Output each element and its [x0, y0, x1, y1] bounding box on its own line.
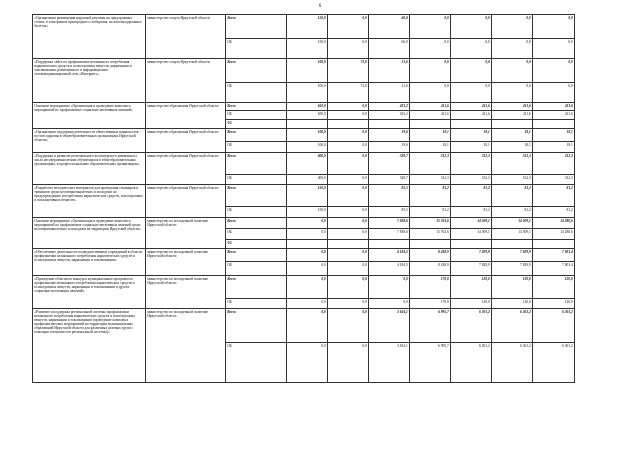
amount-cell: 0,0	[369, 276, 410, 299]
activity-name: «Обеспечение деятельности подведомственных учреждений в области профилактики незаконного потребления наркотических средств и психотропных веществ, наркомании и токсикомании»	[33, 249, 146, 276]
funding-source: Всего	[226, 185, 287, 207]
amount-cell: 0,0	[328, 262, 369, 276]
amount-cell: 60,0	[369, 39, 410, 59]
amount-cell: 312,3	[410, 153, 451, 175]
amount-cell: 6 301,2	[451, 309, 492, 343]
amount-cell: 120,0	[533, 299, 575, 309]
amount-cell: 6 995,7	[410, 343, 451, 383]
funding-source: ОБ	[226, 229, 287, 240]
amount-cell: 411,6	[451, 103, 492, 111]
table-row	[33, 276, 575, 299]
table-row	[33, 15, 575, 39]
amount-cell: 18,1	[410, 142, 451, 153]
amount-cell: 120,0	[451, 276, 492, 299]
activity-name: «Развитие и поддержка региональной системы профилактики незаконного потребления наркотических средств и психотропных веществ, наркомании и токсикомании (проведение комплекса профилактических мероприятий на территории муниципальных образований Иркутской области для различных целевых групп с помощью специалистов региональной системы)»	[33, 309, 146, 383]
amount-cell: 0,0	[451, 59, 492, 83]
amount-cell: 0,0	[533, 15, 575, 39]
amount-cell: 81,2	[451, 185, 492, 207]
amount-cell: 18,1	[451, 142, 492, 153]
amount-cell: 4 184,5	[369, 262, 410, 276]
amount-cell: 0,0	[287, 229, 328, 240]
amount-cell: 411,6	[533, 103, 575, 111]
table-row	[33, 59, 575, 83]
amount-cell: 328,7	[369, 175, 410, 185]
amount-cell: 170,0	[410, 299, 451, 309]
amount-cell: 100,0	[287, 129, 328, 142]
amount-cell	[533, 120, 575, 129]
table-row	[33, 309, 575, 343]
funding-source: ОБ	[226, 175, 287, 185]
table-row	[33, 153, 575, 175]
amount-cell: 85,5	[369, 185, 410, 207]
amount-cell: 21,6	[369, 83, 410, 103]
amount-cell: 85,5	[369, 207, 410, 218]
amount-cell: 150,0	[287, 185, 328, 207]
amount-cell: 18,1	[410, 129, 451, 142]
amount-cell: 14 509,1	[492, 218, 533, 229]
amount-cell: 0,0	[328, 39, 369, 59]
amount-cell: 3 654,1	[369, 343, 410, 383]
amount-cell: 120,0	[492, 276, 533, 299]
amount-cell: 7 829,9	[451, 249, 492, 262]
activity-name: «Поддержка и развитие регионального волонтерского движения из числа несовершеннолетних обучающихся в общеобразовательных организациях, в профессиональных образовательных организациях»	[33, 153, 146, 185]
amount-cell: 7 829,9	[492, 262, 533, 276]
amount-cell: 0,0	[328, 343, 369, 383]
amount-cell: 0,0	[328, 309, 369, 343]
table-row	[33, 249, 575, 262]
activity-name: «Организация размещения наружной рекламы на придорожных стенах, в электричках пригородного сообщения, на железнодорожных билетах»	[33, 15, 146, 59]
amount-cell: 60,0	[369, 15, 410, 39]
funding-source: Всего	[226, 59, 287, 83]
amount-cell: 433,2	[369, 103, 410, 111]
amount-cell: 0,0	[492, 83, 533, 103]
amount-cell	[328, 120, 369, 129]
amount-cell: 0,0	[492, 39, 533, 59]
amount-cell: 6 301,2	[451, 343, 492, 383]
amount-cell: 312,3	[492, 175, 533, 185]
amount-cell: 14 509,1	[451, 229, 492, 240]
executor-name: министерство по молодежной политике Иркутской области	[146, 276, 226, 309]
funding-source: Всего	[226, 309, 287, 343]
amount-cell: 433,2	[369, 111, 410, 120]
activity-name: «Разработка методических материалов для проведения семинаров и тренингов среди несовершеннолетних и молодежи по предупреждению употребления наркотических средств, психотропных и психоактивных веществ»	[33, 185, 146, 218]
amount-cell: 0,0	[328, 185, 369, 207]
amount-cell: 0,0	[287, 218, 328, 229]
amount-cell: 411,6	[492, 103, 533, 111]
amount-cell: 81,2	[492, 207, 533, 218]
amount-cell: 0,0	[369, 299, 410, 309]
funding-source: ОБ	[226, 262, 287, 276]
amount-cell: 14 280,6	[533, 218, 575, 229]
amount-cell	[369, 240, 410, 249]
amount-cell: 7 801,4	[533, 262, 575, 276]
amount-cell: 15 763,6	[410, 218, 451, 229]
executor-name: министерство образования Иркутской области	[146, 103, 226, 129]
amount-cell: 312,3	[533, 175, 575, 185]
amount-cell: 100,0	[287, 83, 328, 103]
amount-cell: 170,0	[410, 276, 451, 299]
amount-cell: 7 829,9	[451, 262, 492, 276]
amount-cell: 150,0	[287, 207, 328, 218]
budget-table	[32, 14, 575, 383]
amount-cell: 0,0	[328, 153, 369, 175]
amount-cell: 18,1	[492, 142, 533, 153]
amount-cell: 0,0	[328, 142, 369, 153]
amount-cell	[492, 120, 533, 129]
amount-cell: 0,0	[410, 39, 451, 59]
amount-cell: 0,0	[328, 276, 369, 299]
amount-cell: 6 301,2	[492, 343, 533, 383]
amount-cell: 4 184,5	[369, 249, 410, 262]
amount-cell: 81,2	[410, 207, 451, 218]
amount-cell: 411,6	[410, 111, 451, 120]
amount-cell: 81,2	[492, 185, 533, 207]
amount-cell: 18,1	[533, 129, 575, 142]
amount-cell: 7 838,6	[369, 229, 410, 240]
amount-cell: 0,0	[410, 83, 451, 103]
amount-cell: 19,6	[369, 129, 410, 142]
amount-cell: 72,0	[328, 59, 369, 83]
amount-cell: 650,0	[287, 103, 328, 111]
activity-name: «Организация поддержки деятельности общественных наркопостов - постов здоровья в общеобразовательных организациях Иркутской области»	[33, 129, 146, 153]
amount-cell	[451, 240, 492, 249]
executor-name: министерство образования Иркутской области	[146, 129, 226, 153]
funding-source: Всего	[226, 129, 287, 142]
amount-cell	[410, 240, 451, 249]
amount-cell: 0,0	[451, 39, 492, 59]
amount-cell: 0,0	[328, 15, 369, 39]
amount-cell: 0,0	[328, 207, 369, 218]
amount-cell	[533, 240, 575, 249]
funding-source: Всего	[226, 218, 287, 229]
amount-cell: 650,0	[287, 111, 328, 120]
amount-cell: 120,0	[451, 299, 492, 309]
amount-cell: 0,0	[328, 129, 369, 142]
funding-source: ОБ	[226, 343, 287, 383]
amount-cell: 411,6	[410, 103, 451, 111]
amount-cell	[410, 120, 451, 129]
amount-cell: 14 280,6	[533, 229, 575, 240]
amount-cell: 81,2	[533, 207, 575, 218]
amount-cell: 0,0	[328, 229, 369, 240]
amount-cell: 6 995,7	[410, 309, 451, 343]
amount-cell: 8 438,9	[410, 262, 451, 276]
amount-cell: 7 829,9	[492, 249, 533, 262]
amount-cell: 0,0	[328, 175, 369, 185]
funding-source: Всего	[226, 276, 287, 299]
executor-name: министерство спорта Иркутской области	[146, 59, 226, 103]
amount-cell: 6 301,2	[533, 343, 575, 383]
amount-cell	[328, 240, 369, 249]
activity-name: «Проведение областного конкурса муниципальных программ по профилактике незаконного потребления наркотических средств и психотропных веществ, наркомании и токсикомании и других социально-негативных явлений»	[33, 276, 146, 309]
amount-cell: 0,0	[410, 15, 451, 39]
table-row	[33, 103, 575, 111]
funding-source: ОБ	[226, 207, 287, 218]
amount-cell: 411,6	[492, 111, 533, 120]
amount-cell: 150,0	[287, 39, 328, 59]
amount-cell: 0,0	[328, 103, 369, 111]
amount-cell: 7 838,6	[369, 218, 410, 229]
amount-cell: 0,0	[492, 59, 533, 83]
funding-source: ФБ	[226, 120, 287, 129]
amount-cell: 6 301,2	[533, 309, 575, 343]
amount-cell: 312,3	[492, 153, 533, 175]
funding-source: ФБ	[226, 240, 287, 249]
funding-source: ОБ	[226, 39, 287, 59]
amount-cell: 0,0	[287, 276, 328, 299]
amount-cell: 0,0	[410, 59, 451, 83]
funding-source: ОБ	[226, 142, 287, 153]
amount-cell	[287, 120, 328, 129]
funding-source: Всего	[226, 153, 287, 175]
executor-name: министерство по молодежной политике Иркутской области	[146, 218, 226, 249]
amount-cell: 18,1	[492, 129, 533, 142]
executor-name: министерство по молодежной политике Иркутской области	[146, 309, 226, 383]
amount-cell: 312,3	[451, 175, 492, 185]
amount-cell: 100,0	[287, 59, 328, 83]
amount-cell: 0,0	[328, 111, 369, 120]
funding-source: ОБ	[226, 299, 287, 309]
table-row	[33, 218, 575, 229]
amount-cell	[451, 120, 492, 129]
table-row	[33, 129, 575, 142]
amount-cell	[492, 240, 533, 249]
amount-cell: 81,2	[451, 207, 492, 218]
amount-cell: 0,0	[533, 39, 575, 59]
amount-cell: 0,0	[328, 249, 369, 262]
executor-name: министерство спорта Иркутской области	[146, 15, 226, 59]
amount-cell: 0,0	[533, 83, 575, 103]
amount-cell: 3 654,1	[369, 309, 410, 343]
funding-source: ОБ	[226, 83, 287, 103]
activity-name: «Поддержка сайта по профилактике незаконного потребления наркотических средств и психотропных веществ, наркомании и токсикомании, размещенного в информационно-телекоммуникационной сети «Интернет»»	[33, 59, 146, 103]
amount-cell: 0,0	[328, 299, 369, 309]
amount-cell	[369, 120, 410, 129]
amount-cell: 150,0	[287, 15, 328, 39]
amount-cell: 0,0	[287, 309, 328, 343]
table-row	[33, 185, 575, 207]
amount-cell: 411,6	[533, 111, 575, 120]
amount-cell: 0,0	[287, 262, 328, 276]
amount-cell: 411,6	[451, 111, 492, 120]
amount-cell: 0,0	[287, 343, 328, 383]
amount-cell: 312,3	[451, 153, 492, 175]
amount-cell: 120,0	[533, 276, 575, 299]
activity-name: Основное мероприятие «Организация и проведение комплекса мероприятий по профилактике социально-негативных явлений среди несовершеннолетних и молодежи на территории Иркутской области»	[33, 218, 146, 249]
amount-cell	[287, 240, 328, 249]
amount-cell: 14 509,1	[492, 229, 533, 240]
amount-cell: 312,3	[533, 153, 575, 175]
amount-cell: 8 438,9	[410, 249, 451, 262]
amount-cell: 0,0	[451, 15, 492, 39]
amount-cell: 19,6	[369, 142, 410, 153]
amount-cell: 7 801,4	[533, 249, 575, 262]
amount-cell: 18,1	[451, 129, 492, 142]
amount-cell: 21,6	[369, 59, 410, 83]
amount-cell: 0,0	[451, 83, 492, 103]
amount-cell: 72,0	[328, 83, 369, 103]
amount-cell: 328,7	[369, 153, 410, 175]
executor-name: министерство образования Иркутской области	[146, 153, 226, 185]
activity-name: Основное мероприятие «Организация и проведение комплекса мероприятий по профилактике социально-негативных явлений»	[33, 103, 146, 129]
funding-source: Всего	[226, 249, 287, 262]
page-number: 6	[318, 4, 322, 9]
amount-cell: 400,0	[287, 175, 328, 185]
amount-cell: 15 763,6	[410, 229, 451, 240]
amount-cell: 6 301,2	[492, 309, 533, 343]
amount-cell: 120,0	[492, 299, 533, 309]
amount-cell: 100,0	[287, 142, 328, 153]
amount-cell: 81,2	[410, 185, 451, 207]
amount-cell: 0,0	[328, 218, 369, 229]
amount-cell: 0,0	[533, 59, 575, 83]
amount-cell: 81,2	[533, 185, 575, 207]
amount-cell: 312,3	[410, 175, 451, 185]
amount-cell: 400,0	[287, 153, 328, 175]
amount-cell: 0,0	[287, 299, 328, 309]
executor-name: министерство по молодежной политике Иркутской области	[146, 249, 226, 276]
amount-cell: 0,0	[287, 249, 328, 262]
funding-source: ОБ	[226, 111, 287, 120]
amount-cell: 18,1	[533, 142, 575, 153]
funding-source: Всего	[226, 15, 287, 39]
amount-cell: 0,0	[492, 15, 533, 39]
executor-name: министерство образования Иркутской области	[146, 185, 226, 218]
amount-cell: 14 509,1	[451, 218, 492, 229]
funding-source: Всего	[226, 103, 287, 111]
